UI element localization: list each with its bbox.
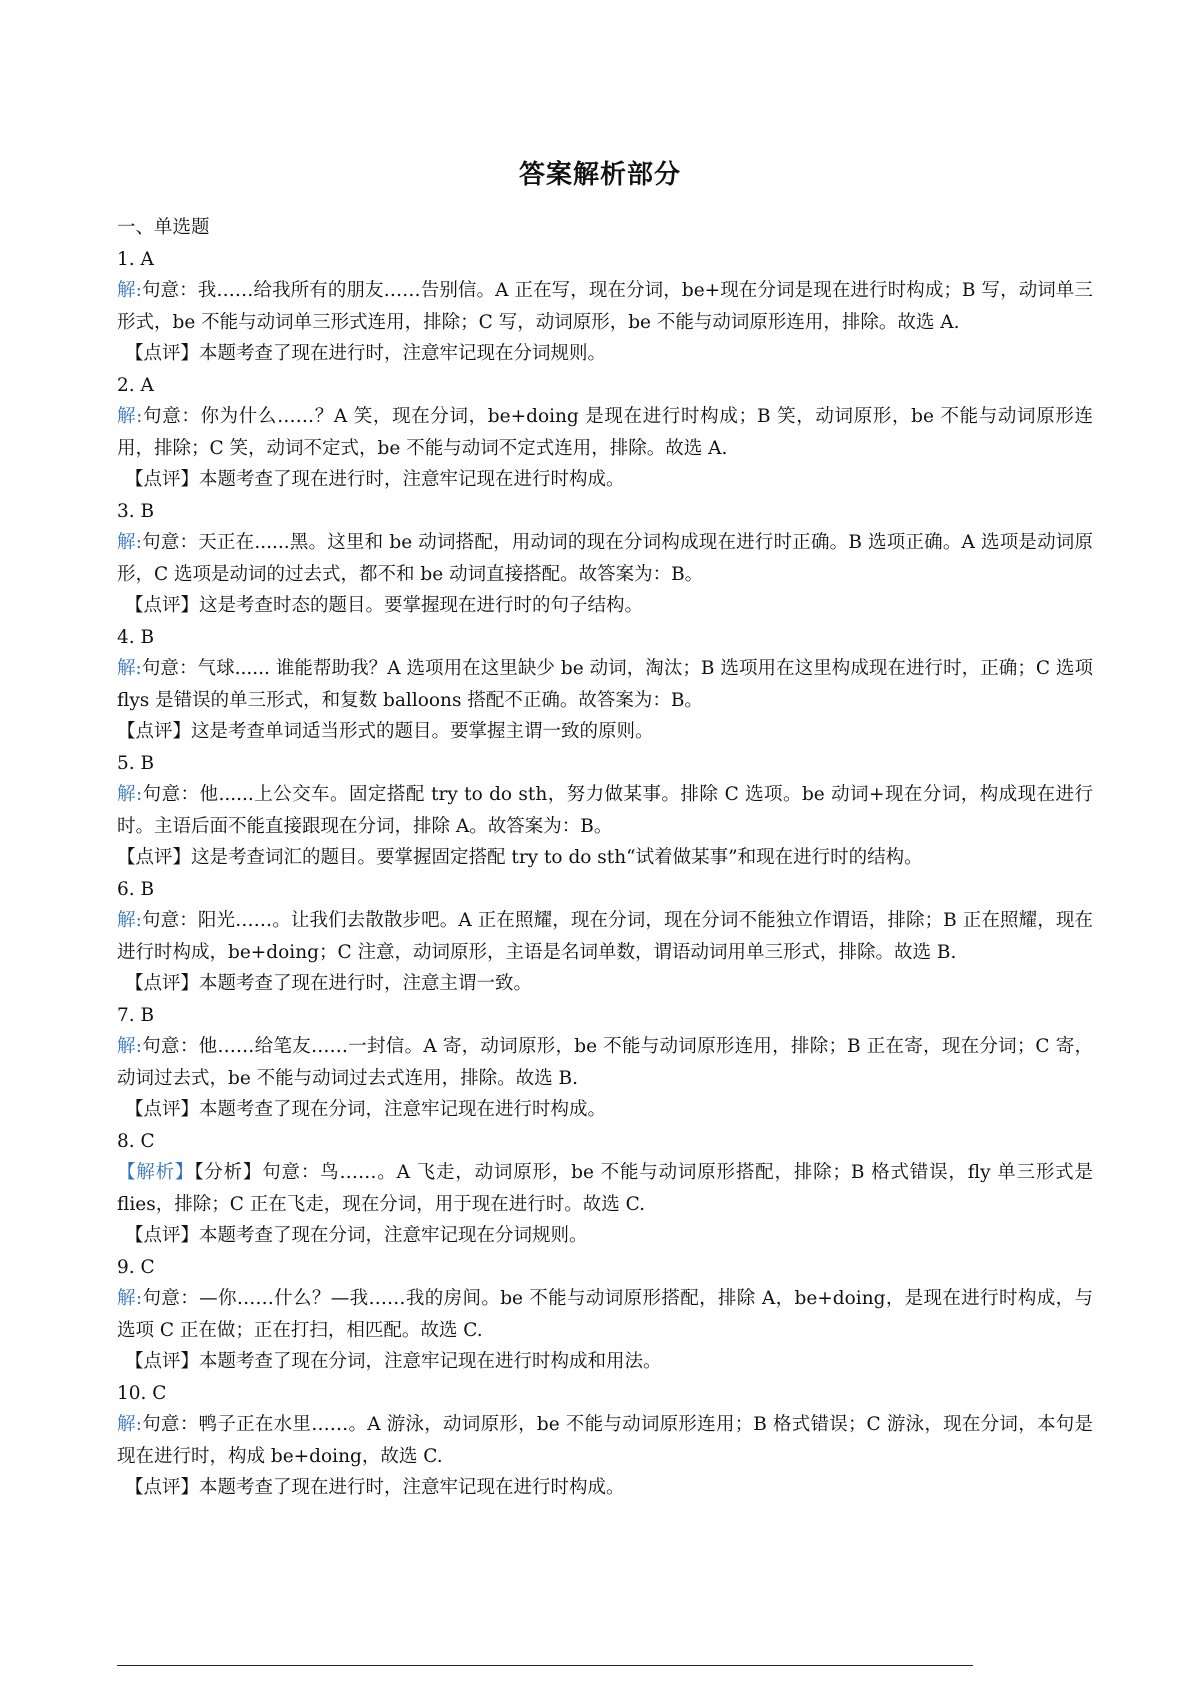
review-text: 【点评】本题考查了现在进行时，注意牢记现在进行时构成。 [125, 1477, 625, 1498]
jie-label: 解: [117, 910, 142, 931]
jiexi-label: 【解析】 [117, 1162, 195, 1183]
explanation-text: 解:句意：你为什么……？A 笑，现在分词，be+doing 是现在进行时构成；B 笑，动词原形，be 不能与动词原形连用，排除；C 笑，动词不定式，be 不能与动词不定式连用，排除。故选 A. [117, 406, 1094, 459]
jie-label: 解: [117, 532, 142, 553]
question-number: 4. B [117, 626, 155, 648]
review-text: 【点评】本题考查了现在分词，注意牢记现在进行时构成和用法。 [125, 1351, 662, 1372]
question-number: 7. B [117, 1004, 155, 1026]
question-number: 9. C [117, 1256, 155, 1278]
question-number: 2. A [117, 374, 154, 396]
review-text: 【点评】这是考查词汇的题目。要掌握固定搭配 try to do sth“试着做某事”和现在进行时的结构。 [117, 847, 923, 868]
explanation-text: 解:句意：—你……什么？—我……我的房间。be 不能与动词原形搭配，排除 A，be+doing，是现在进行时构成，与选项 C 正在做；正在打扫，相匹配。故选 C. [117, 1288, 1093, 1341]
question-number: 6. B [117, 878, 155, 900]
jie-label: 解: [117, 406, 143, 427]
jie-label: 解: [117, 1414, 143, 1435]
section-heading: 一、单选题 [117, 217, 210, 238]
answer-content [117, 212, 1093, 1504]
jie-label: 解: [117, 1036, 143, 1057]
explanation-text: 解:句意：我……给我所有的朋友……告别信。A 正在写，现在分词，be+现在分词是现在进行时构成；B 写，动词单三形式，be 不能与动词单三形式连用，排除；C 写，动词原形，be 不能与动词原形连用，排除。故选 A. [117, 280, 1094, 333]
review-text: 【点评】这是考查时态的题目。要掌握现在进行时的句子结构。 [125, 595, 644, 616]
explanation-text: 解:句意：阳光……。让我们去散散步吧。A 正在照耀，现在分词，现在分词不能独立作谓语，排除；B 正在照耀，现在进行时构成，be+doing；C 注意，动词原形，主语是名词单数，谓语动词用单三形式，排除。故选 B. [117, 910, 1093, 963]
review-text: 【点评】本题考查了现在分词，注意牢记现在分词规则。 [125, 1225, 588, 1246]
explanation-text: 解:句意：鸭子正在水里……。A 游泳，动词原形，be 不能与动词原形连用；B 格式错误；C 游泳，现在分词，本句是现在进行时，构成 be+doing，故选 C. [117, 1414, 1094, 1467]
review-text: 【点评】本题考查了现在进行时，注意牢记现在进行时构成。 [125, 469, 625, 490]
footer-divider [117, 1665, 973, 1666]
explanation-text: 解:句意：他......上公交车。固定搭配 try to do sth，努力做某事。排除 C 选项。be 动词+现在分词，构成现在进行时。主语后面不能直接跟现在分词，排除 A。故答案为：B。 [117, 784, 1093, 837]
question-number: 8. C [117, 1130, 155, 1152]
review-text: 【点评】本题考查了现在进行时，注意牢记现在分词规则。 [125, 343, 607, 364]
question-number: 10. C [117, 1382, 167, 1404]
question-number: 1. A [117, 248, 154, 270]
jie-label: 解: [117, 1288, 143, 1309]
jie-label: 解: [117, 784, 143, 805]
explanation-text: 解:句意：气球...... 谁能帮助我？A 选项用在这里缺少 be 动词，淘汰；B 选项用在这里构成现在进行时，正确；C 选项 flys 是错误的单三形式，和复数 balloons 搭配不正确。故答案为：B。 [117, 658, 1093, 711]
jie-label: 解: [117, 280, 142, 301]
page-title: 答案解析部分 [518, 160, 681, 190]
question-number: 3. B [117, 500, 155, 522]
explanation-text: 解:句意：天正在......黑。这里和 be 动词搭配，用动词的现在分词构成现在进行时正确。B 选项正确。A 选项是动词原形，C 选项是动词的过去式，都不和 be 动词直接搭配。故答案为：B。 [117, 532, 1093, 585]
review-text: 【点评】本题考查了现在分词，注意牢记现在进行时构成。 [125, 1099, 607, 1120]
jie-label: 解: [117, 658, 142, 679]
review-text: 【点评】这是考查单词适当形式的题目。要掌握主谓一致的原则。 [117, 721, 654, 742]
question-number: 5. B [117, 752, 155, 774]
explanation-text: 【解析】【分析】句意：鸟……。A 飞走，动词原形，be 不能与动词原形搭配，排除；B 格式错误，fly 单三形式是 flies，排除；C 正在飞走，现在分词，用于现在进行时。故选 C. [117, 1162, 1093, 1215]
review-text: 【点评】本题考查了现在进行时，注意主谓一致。 [125, 973, 533, 994]
explanation-text: 解:句意：他……给笔友……一封信。A 寄，动词原形，be 不能与动词原形连用，排除；B 正在寄，现在分词；C 寄，动词过去式，be 不能与动词过去式连用，排除。故选 B. [117, 1036, 1093, 1089]
